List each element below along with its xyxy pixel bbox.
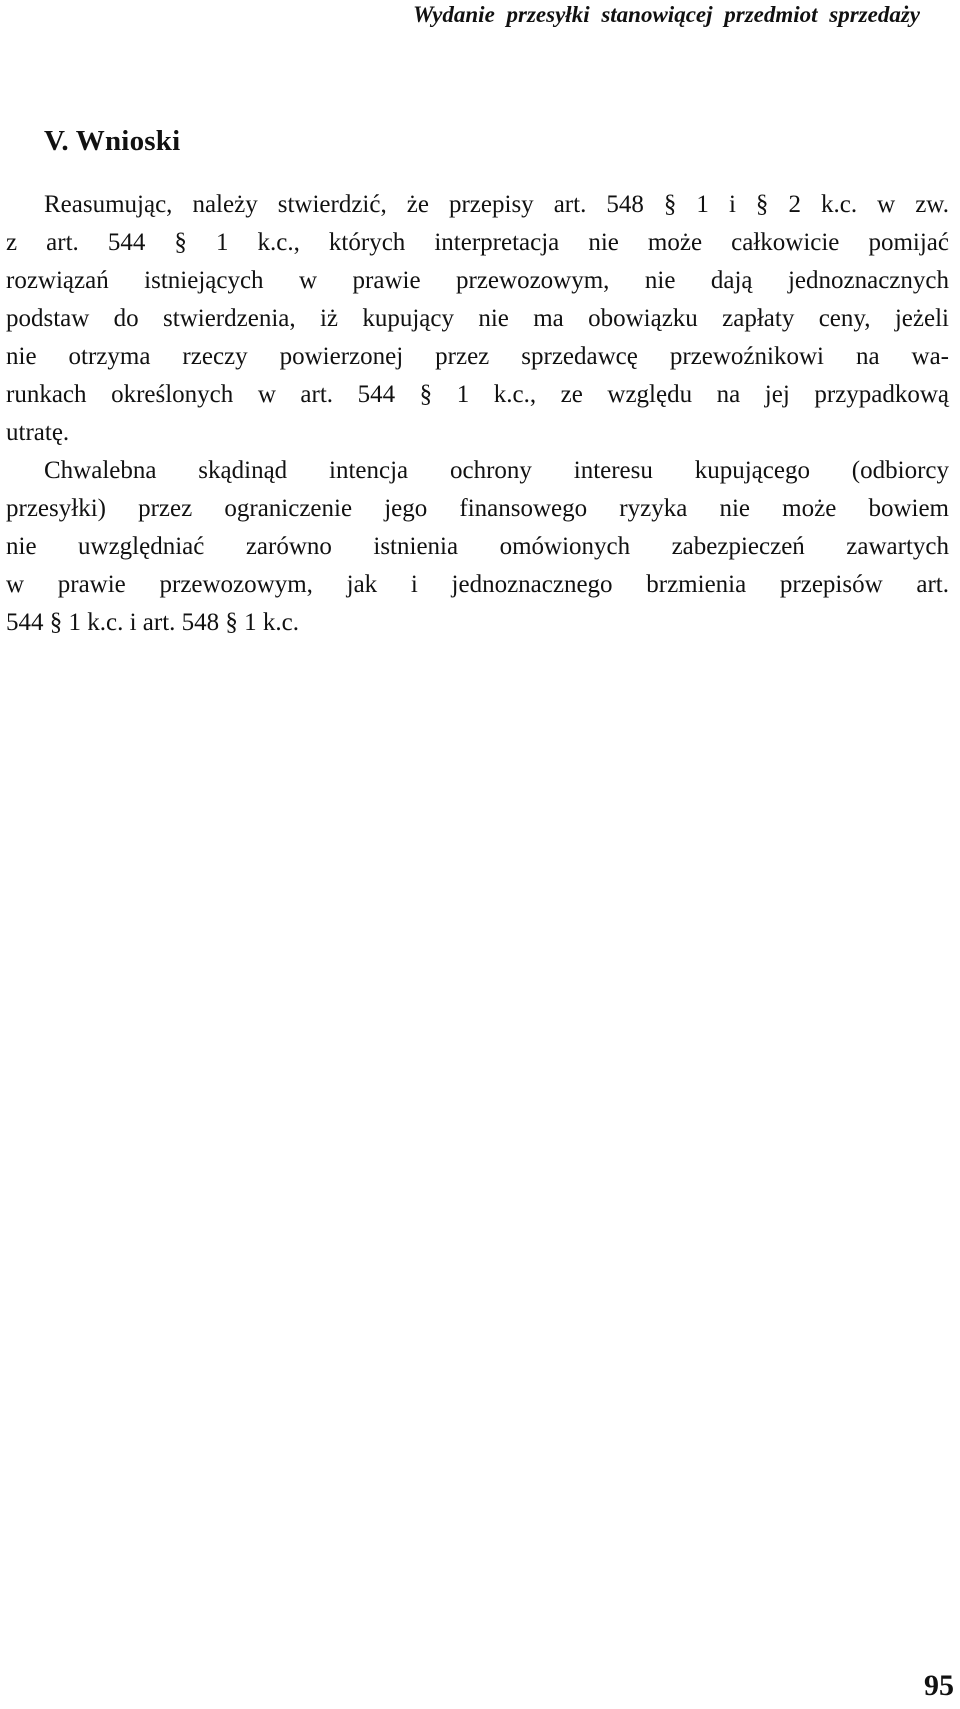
text-line: Chwalebna skądinąd intencja ochrony interesu kupującego (odbiorcy: [44, 457, 949, 484]
text-line: w prawie przewozowym, jak i jednoznacznego brzmienia przepisów art.: [6, 571, 949, 598]
text-line: nie otrzyma rzeczy powierzonej przez sprzedawcę przewoźnikowi na wa-: [6, 343, 949, 370]
body-text: [6, 186, 949, 642]
text-line: nie uwzględniać zarówno istnienia omówionych zabezpieczeń zawartych: [6, 533, 949, 560]
text-line: rozwiązań istniejących w prawie przewozowym, nie dają jednoznacznych: [6, 267, 949, 294]
paragraph-conclusion: [6, 186, 949, 452]
text-line: przesyłki) przez ograniczenie jego finansowego ryzyka nie może bowiem: [6, 495, 949, 522]
text-line: z art. 544 § 1 k.c., których interpretacja nie może całkowicie pomijać: [6, 229, 949, 256]
text-line: Reasumując, należy stwierdzić, że przepisy art. 548 § 1 i § 2 k.c. w zw.: [44, 191, 949, 218]
running-header: Wydanie przesyłki stanowiącej przedmiot sprzedaży: [413, 2, 920, 27]
section-heading: V. Wnioski: [44, 125, 181, 157]
text-line: utratę.: [6, 419, 70, 446]
page-number: 95: [924, 1669, 954, 1702]
text-line: 544 § 1 k.c. i art. 548 § 1 k.c.: [6, 609, 300, 636]
text-line: runkach określonych w art. 544 § 1 k.c., ze względu na jej przypadkową: [6, 381, 949, 408]
paragraph-argument: [6, 452, 949, 642]
text-line: podstaw do stwierdzenia, iż kupujący nie ma obowiązku zapłaty ceny, jeżeli: [6, 305, 949, 332]
